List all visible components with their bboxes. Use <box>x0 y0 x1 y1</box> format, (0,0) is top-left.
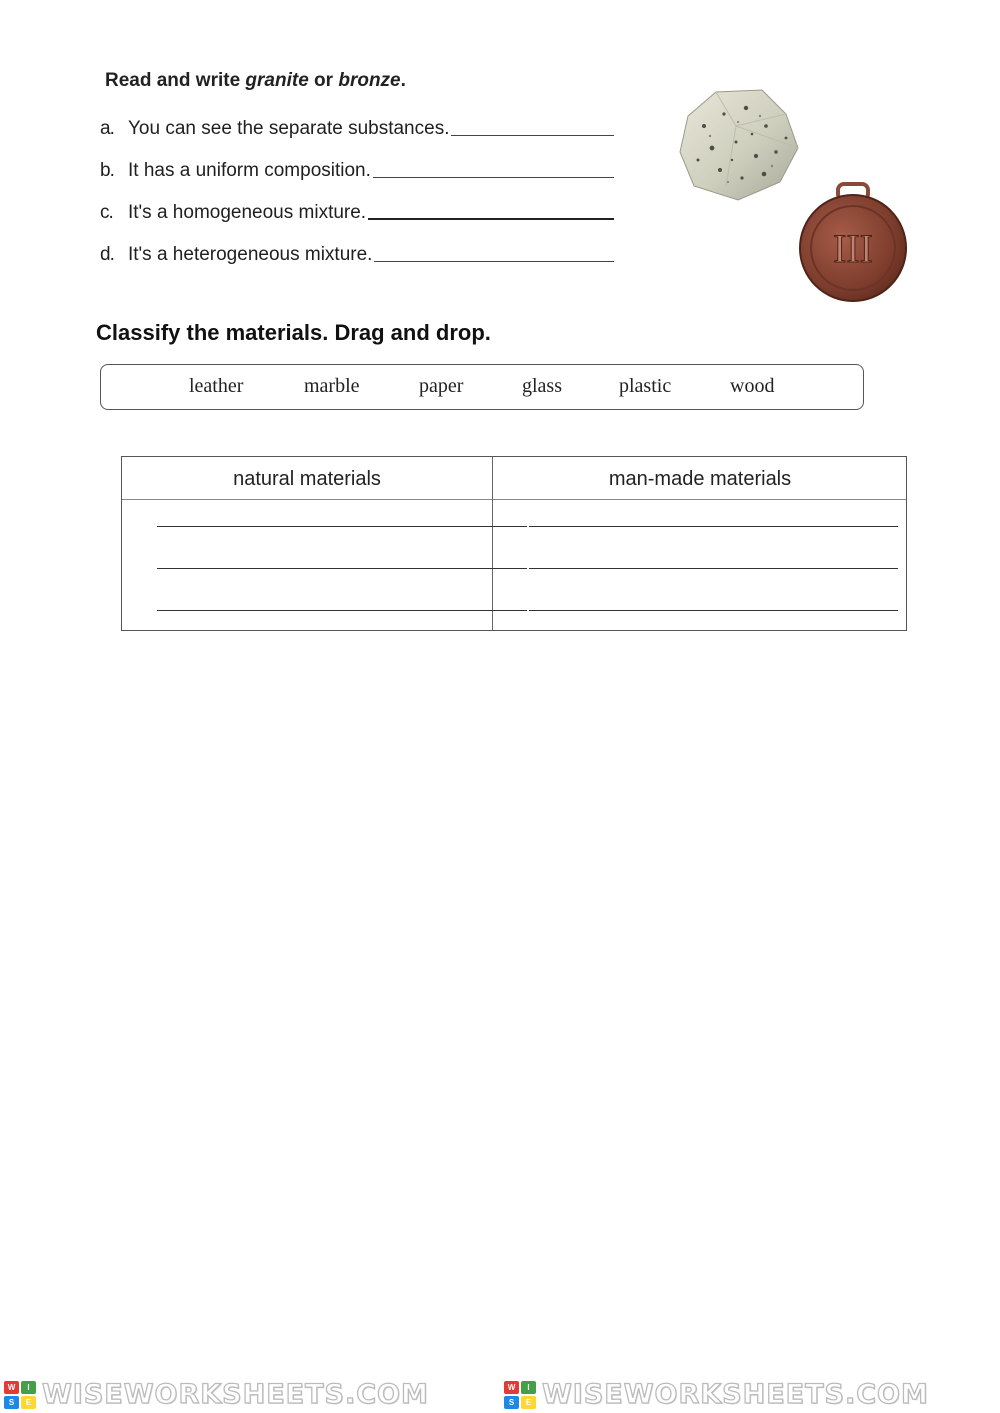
question-letter: d. <box>100 244 114 265</box>
logo-letter: E <box>521 1396 536 1409</box>
brand-logo <box>504 1381 536 1409</box>
medal-numeral: III <box>833 226 873 271</box>
answer-blank-a[interactable] <box>451 135 614 136</box>
logo-letter: I <box>21 1381 36 1394</box>
brand-block <box>4 1376 429 1413</box>
question-letter: c. <box>100 202 113 223</box>
title-word-bronze: bronze <box>338 70 401 91</box>
brand-text: WISEWORKSHEETS.COM <box>42 1379 429 1410</box>
drop-slot-man-made-1[interactable] <box>529 526 898 527</box>
question-text: You can see the separate substances. <box>128 118 450 139</box>
word-leather[interactable]: leather <box>189 375 244 397</box>
question-text: It has a uniform composition. <box>128 160 371 181</box>
question-a <box>100 112 614 140</box>
drop-slot-natural-2[interactable] <box>157 568 527 569</box>
logo-letter: S <box>4 1396 19 1409</box>
section-title-read-write <box>105 70 406 92</box>
word-wood[interactable]: wood <box>730 375 775 397</box>
title-text: Read and write <box>105 70 246 91</box>
title-text: or <box>308 70 339 91</box>
logo-letter: W <box>504 1381 519 1394</box>
title-word-granite: granite <box>245 70 309 91</box>
drop-slot-natural-3[interactable] <box>157 610 527 611</box>
logo-letter: I <box>521 1381 536 1394</box>
question-b <box>100 154 614 182</box>
question-text: It's a heterogeneous mixture. <box>128 244 373 265</box>
question-c <box>100 196 614 224</box>
bronze-medal-image <box>796 182 910 304</box>
brand-text: WISEWORKSHEETS.COM <box>542 1379 929 1410</box>
drop-slot-natural-1[interactable] <box>157 526 527 527</box>
word-bank <box>100 364 864 410</box>
answer-blank-b[interactable] <box>373 177 614 178</box>
word-paper[interactable]: paper <box>419 375 464 397</box>
word-glass[interactable]: glass <box>522 375 562 397</box>
answer-blank-d[interactable] <box>374 261 614 262</box>
logo-letter: W <box>4 1381 19 1394</box>
drop-slot-man-made-3[interactable] <box>529 610 898 611</box>
brand-logo <box>4 1381 36 1409</box>
answer-blank-c[interactable] <box>368 218 614 220</box>
logo-letter: E <box>21 1396 36 1409</box>
word-marble[interactable]: marble <box>304 375 360 397</box>
logo-letter: S <box>504 1396 519 1409</box>
title-end: . <box>400 70 406 91</box>
brand-block <box>504 1376 929 1413</box>
drop-slot-man-made-2[interactable] <box>529 568 898 569</box>
question-letter: b. <box>100 160 114 181</box>
question-text: It's a homogeneous mixture. <box>128 202 367 223</box>
column-header-man-made: man-made materials <box>608 468 792 490</box>
word-plastic[interactable]: plastic <box>619 375 672 397</box>
column-header-natural: natural materials <box>233 468 381 490</box>
footer-watermark <box>0 1376 1000 1413</box>
question-letter: a. <box>100 118 114 139</box>
granite-rock-image <box>676 86 802 202</box>
question-d <box>100 238 614 266</box>
section-title-classify: Classify the materials. Drag and drop. <box>96 320 491 345</box>
classification-table <box>121 456 907 631</box>
